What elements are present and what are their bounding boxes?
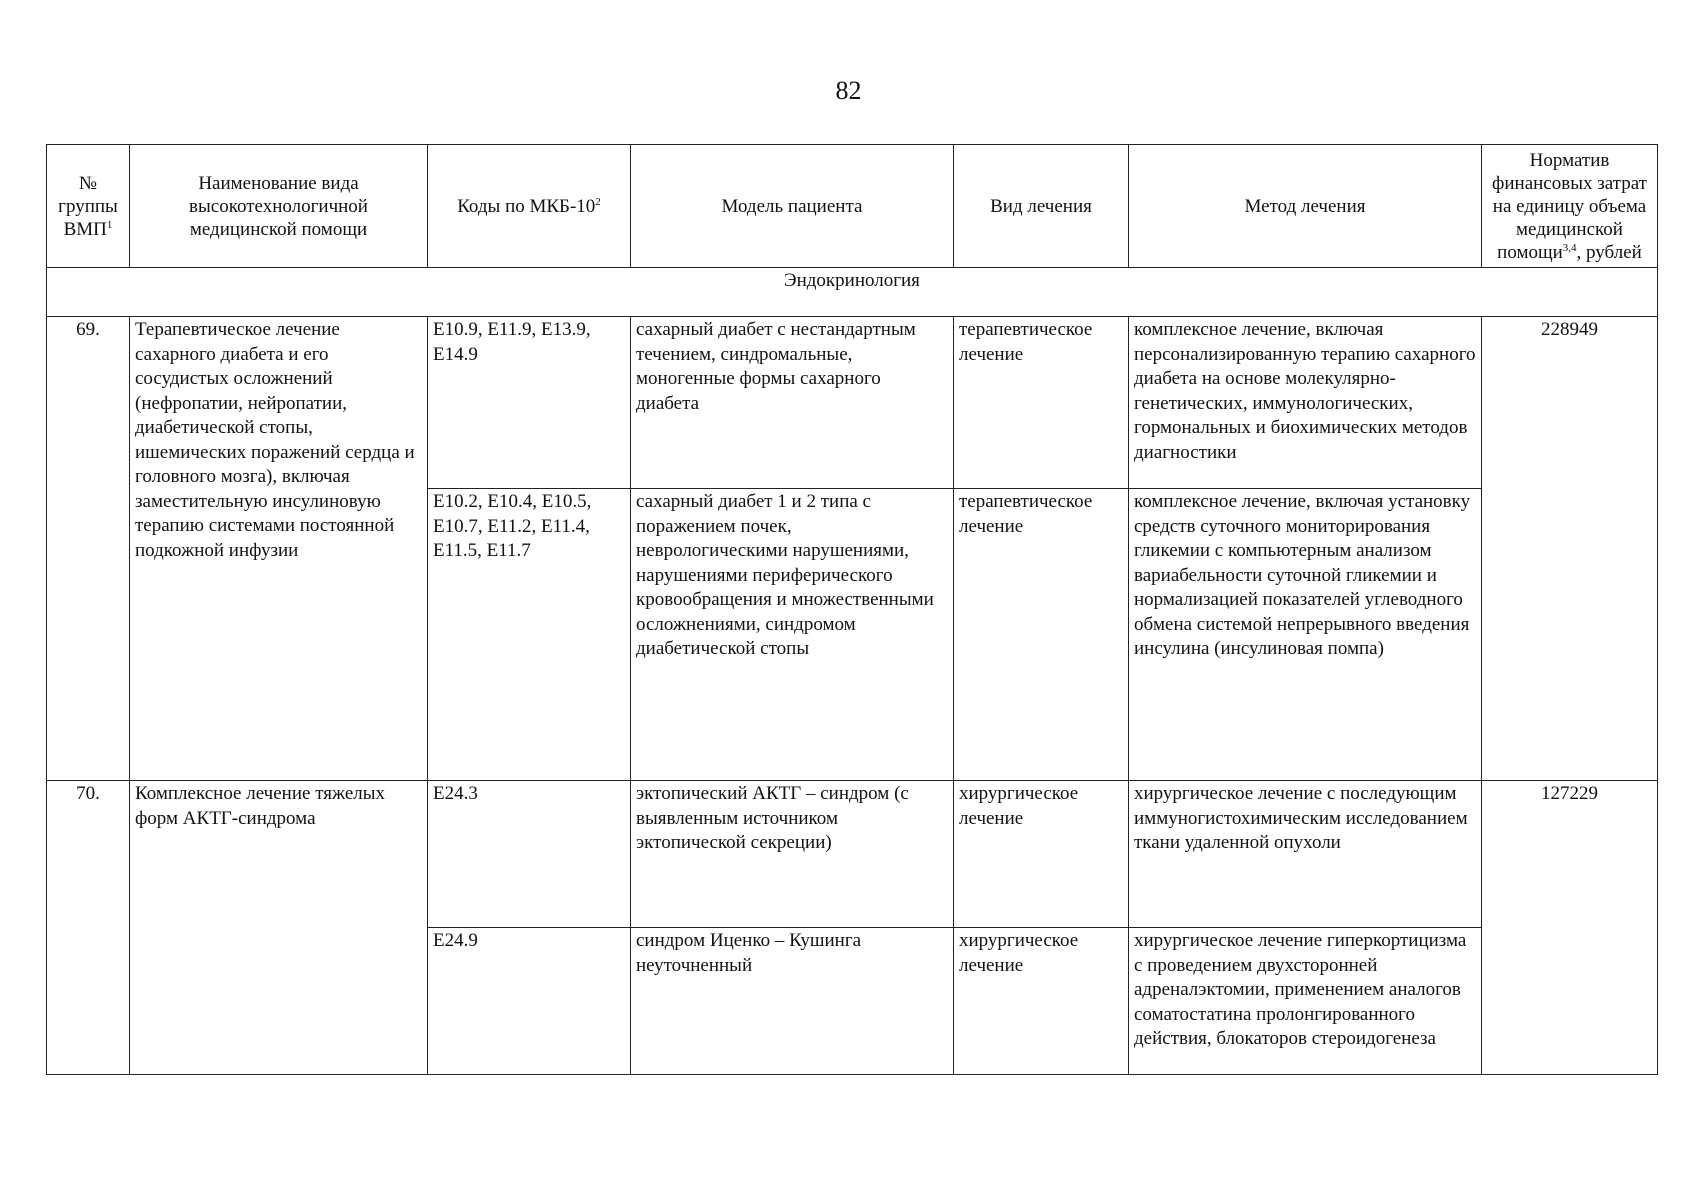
norm-value-empty	[1482, 489, 1658, 781]
mkb-codes: E10.2, E10.4, E10.5, E10.7, E11.2, E11.4, E11.5, E11.7	[428, 489, 631, 781]
group-number: 70.	[47, 781, 130, 1075]
header-method: Метод лечения	[1129, 145, 1482, 268]
patient-model: синдром Иценко – Кушинга неуточненный	[631, 928, 954, 1075]
header-treatment: Вид лечения	[954, 145, 1129, 268]
patient-model: сахарный диабет с нестандартным течением, синдромальные, моногенные формы сахарного диабета	[631, 317, 954, 489]
page-number: 82	[835, 76, 862, 105]
treatment-method: комплексное лечение, включая установку средств суточного мониторирования гликемии с компьютерным анализом вариабельности суточной гликемии и нормализацией показателей углеводного обмена системой непрерывного введения инсулина (инсулиновая помпа)	[1129, 489, 1482, 781]
treatment-method: хирургическое лечение гиперкортицизма с проведением двухсторонней адреналэктомии, применением аналогов соматостатина пролонгированного действия, блокаторов стероидогенеза	[1129, 928, 1482, 1075]
treatment-type: терапевтическое лечение	[954, 489, 1129, 781]
header-group-number: № группы ВМП$^1$	[47, 145, 130, 268]
table-header-row	[47, 145, 1658, 268]
norm-value: 127229	[1482, 781, 1658, 1075]
mkb-codes: E24.9	[428, 928, 631, 1075]
patient-model: сахарный диабет 1 и 2 типа с поражением почек, неврологическими нарушениями, нарушениями периферического кровообращения и множественными осложнениями, синдромом диабетической стопы	[631, 489, 954, 781]
table-row	[47, 781, 1658, 928]
treatment-type: терапевтическое лечение	[954, 317, 1129, 489]
vmp-table	[46, 144, 1658, 1075]
treatment-type: хирургическое лечение	[954, 781, 1129, 928]
section-title: Эндокринология	[47, 268, 1658, 317]
section-row	[47, 268, 1658, 317]
mkb-codes: E24.3	[428, 781, 631, 928]
header-model: Модель пациента	[631, 145, 954, 268]
treatment-type: хирургическое лечение	[954, 928, 1129, 1075]
norm-value: 228949	[1482, 317, 1658, 489]
treatment-method: комплексное лечение, включая персонализированную терапию сахарного диабета на основе молекулярно-генетических, иммунологических, гормональных и биохимических методов диагностики	[1129, 317, 1482, 489]
group-number-empty	[47, 489, 130, 781]
group-number: 69.	[47, 317, 130, 489]
header-codes: Коды по МКБ-$10^2$	[428, 145, 631, 268]
table-row	[47, 317, 1658, 489]
header-name: Наименование вида высокотехнологичной медицинской помощи	[130, 145, 428, 268]
group-name: Комплексное лечение тяжелых форм АКТГ-синдрома	[130, 781, 428, 1075]
group-name: Терапевтическое лечение сахарного диабета и его сосудистых осложнений (нефропатии, нейропатии, диабетической стопы, ишемических поражений сердца и головного мозга), включая заместительную инсулиновую терапию системами постоянной подкожной инфузии	[130, 317, 428, 781]
patient-model: эктопический АКТГ – синдром (с выявленным источником эктопической секреции)	[631, 781, 954, 928]
treatment-method: хирургическое лечение с последующим иммуногистохимическим исследованием ткани удаленной опухоли	[1129, 781, 1482, 928]
mkb-codes: E10.9, E11.9, E13.9, E14.9	[428, 317, 631, 489]
header-norm: Норматив финансовых затрат на единицу объема медицинской помощи$^{3,4}$, рублей	[1482, 145, 1658, 268]
